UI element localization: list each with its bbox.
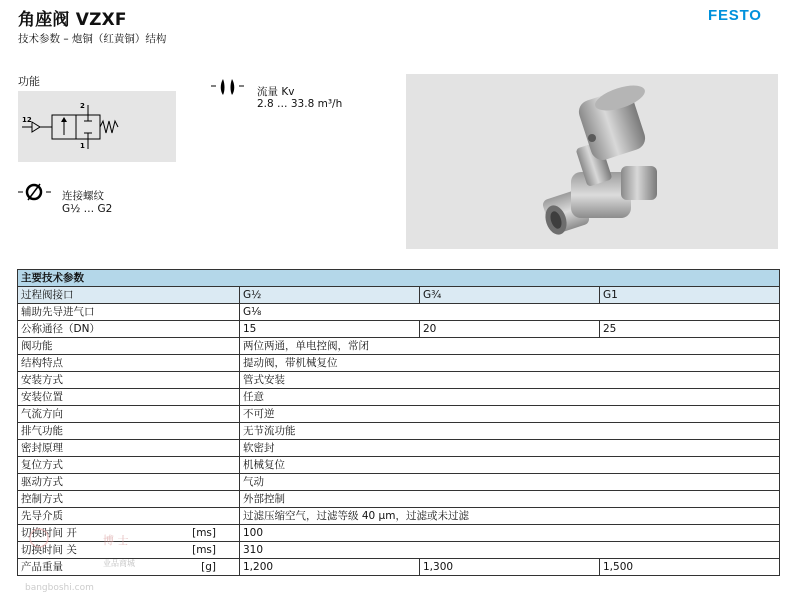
table-row — [18, 508, 780, 525]
cell-value: 1,200 — [240, 559, 420, 576]
table-row — [18, 559, 780, 576]
product-photo — [406, 74, 778, 249]
cell-value: 任意 — [240, 389, 780, 406]
table-row — [18, 440, 780, 457]
cell-value: 1,500 — [600, 559, 780, 576]
cell-value: 机械复位 — [240, 457, 780, 474]
cell-value: G¾ — [420, 287, 600, 304]
row-label: 驱动方式 — [18, 474, 240, 491]
cell-value: 100 — [240, 525, 780, 542]
port-2-label: 2 — [80, 102, 85, 110]
cell-value: G½ — [240, 287, 420, 304]
connection-thread-range: G½ … G2 — [62, 203, 113, 215]
cell-value: 不可逆 — [240, 406, 780, 423]
row-label: 切换时间 开 — [21, 527, 77, 539]
table-row — [18, 372, 780, 389]
table-row — [18, 423, 780, 440]
row-label: 切换时间 关 — [21, 544, 77, 556]
row-label: 安装方式 — [18, 372, 240, 389]
row-label: 排气功能 — [18, 423, 240, 440]
table-row — [18, 542, 780, 559]
flow-icon — [210, 76, 250, 104]
table-row — [18, 287, 780, 304]
row-label: 控制方式 — [18, 491, 240, 508]
row-unit: [ms] — [192, 527, 216, 539]
row-unit: [ms] — [192, 544, 216, 556]
cell-value: G1 — [600, 287, 780, 304]
cell-value: 1,300 — [420, 559, 600, 576]
watermark-text-2: 业品商城 — [103, 559, 135, 568]
row-label: 产品重量 — [21, 561, 63, 573]
row-label: 过程阀接口 — [18, 287, 240, 304]
row-label: 结构特点 — [18, 355, 240, 372]
row-label: 复位方式 — [18, 457, 240, 474]
cell-value: G⅛ — [240, 304, 780, 321]
cell-value: 管式安装 — [240, 372, 780, 389]
row-label: 阀功能 — [18, 338, 240, 355]
table-row — [18, 457, 780, 474]
row-label: 辅助先导进气口 — [18, 304, 240, 321]
table-row — [18, 406, 780, 423]
port-1-label: 1 — [80, 142, 85, 150]
cell-value: 气动 — [240, 474, 780, 491]
function-label: 功能 — [18, 75, 40, 88]
flow-range: 2.8 … 33.8 m³/h — [257, 98, 343, 110]
row-label: 气流方向 — [18, 406, 240, 423]
specs-table — [17, 269, 780, 576]
table-row — [18, 491, 780, 508]
cell-value: 无节流功能 — [240, 423, 780, 440]
connection-thread-icon — [18, 182, 60, 208]
cell-value: 提动阀，带机械复位 — [240, 355, 780, 372]
cell-value: 25 — [600, 321, 780, 338]
row-label: 安装位置 — [18, 389, 240, 406]
cell-value: 两位两通，单电控阀，常闭 — [240, 338, 780, 355]
specs-table-header-row — [18, 270, 780, 287]
cell-value: 软密封 — [240, 440, 780, 457]
row-unit: [g] — [201, 561, 216, 573]
watermark-text-1: 博 士 — [103, 534, 129, 547]
table-row — [18, 321, 780, 338]
cell-value: 20 — [420, 321, 600, 338]
page-title: 角座阀 VZXF — [18, 10, 127, 30]
flow-label: 流量 Kv — [257, 86, 295, 98]
table-row — [18, 525, 780, 542]
cell-value: 过滤压缩空气，过滤等级 40 µm，过滤或未过滤 — [240, 508, 780, 525]
watermark-text-3: bangboshi.com — [25, 583, 94, 593]
connection-thread-label: 连接螺纹 — [62, 190, 104, 202]
table-row — [18, 389, 780, 406]
row-label: 密封原理 — [18, 440, 240, 457]
table-row — [18, 474, 780, 491]
cell-value: 15 — [240, 321, 420, 338]
port-12-label: 12 — [22, 116, 32, 124]
table-row — [18, 355, 780, 372]
cell-value: 外部控制 — [240, 491, 780, 508]
table-row — [18, 338, 780, 355]
festo-logo: FESTO — [708, 7, 762, 24]
row-label: 公称通径（DN） — [18, 321, 240, 338]
valve-symbol-diagram — [18, 91, 176, 162]
table-row — [18, 304, 780, 321]
cell-value: 310 — [240, 542, 780, 559]
specs-table-title: 主要技术参数 — [18, 270, 780, 287]
row-label: 先导介质 — [18, 508, 240, 525]
page-subtitle: 技术参数 – 炮铜（红黄铜）结构 — [18, 33, 167, 45]
